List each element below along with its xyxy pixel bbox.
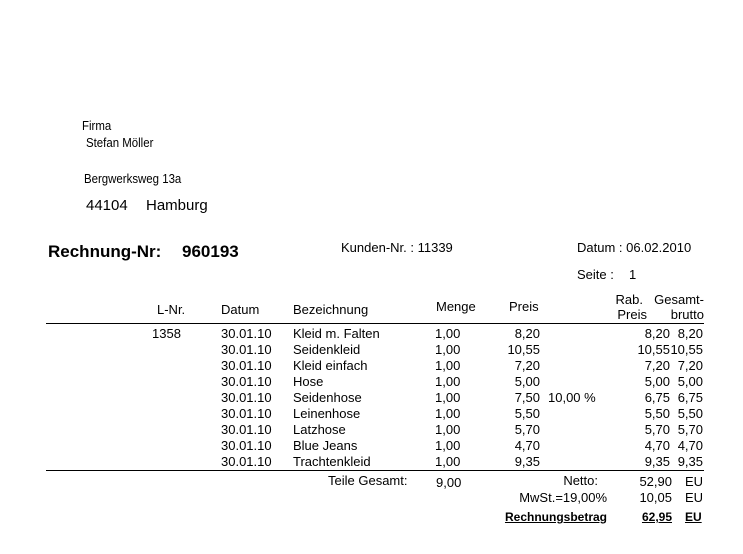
- table-row: [0, 342, 743, 358]
- cell-menge: 1,00: [435, 438, 461, 453]
- cell-lnr: 1358: [152, 326, 181, 341]
- cell-datum: 30.01.10: [221, 342, 272, 357]
- cell-preis: 4,70: [514, 438, 540, 453]
- cell-datum: 30.01.10: [221, 326, 272, 341]
- cell-menge: 1,00: [435, 358, 461, 373]
- table-row: [0, 438, 743, 454]
- cell-preis: 10,55: [507, 342, 540, 357]
- header-rab-bottom: Preis: [617, 307, 647, 322]
- cell-bezeichnung: Kleid m. Falten: [293, 326, 380, 341]
- cell-bezeichnung: Hose: [293, 374, 324, 389]
- header-rab-top: Rab.: [615, 292, 643, 307]
- rechnungsbetrag-value: 62,95: [641, 510, 672, 524]
- items-rule: [46, 470, 704, 471]
- mwst-currency: EU: [685, 490, 704, 505]
- cell-datum: 30.01.10: [221, 406, 272, 421]
- invoice-label: Rechnung-Nr:: [48, 242, 162, 261]
- invoice-number: 960193: [182, 242, 239, 261]
- cell-datum: 30.01.10: [221, 438, 272, 453]
- cell-preis: 5,50: [514, 406, 540, 421]
- address-line1: Firma: [82, 118, 112, 133]
- cell-rabpreis: 4,70: [644, 438, 670, 453]
- cell-menge: 1,00: [435, 454, 461, 469]
- cell-menge: 1,00: [435, 390, 461, 405]
- header-datum: Datum: [221, 302, 260, 317]
- address-city: Hamburg: [146, 197, 208, 214]
- customer-number: Kunden-Nr. : 11339: [341, 240, 453, 255]
- table-row: [0, 390, 743, 406]
- cell-rabpreis: 5,70: [644, 422, 670, 437]
- table-row: [0, 358, 743, 374]
- header-gesamt-top: Gesamt-: [654, 292, 704, 307]
- cell-menge: 1,00: [435, 342, 461, 357]
- cell-preis: 8,20: [514, 326, 540, 341]
- cell-brutto: 5,00: [677, 374, 703, 389]
- cell-rabpreis: 6,75: [644, 390, 670, 405]
- teile-gesamt-value: 9,00: [436, 475, 462, 490]
- cell-brutto: 7,20: [677, 358, 703, 373]
- cell-menge: 1,00: [435, 374, 461, 389]
- cell-rabpreis: 5,50: [644, 406, 670, 421]
- invoice-date: Datum : 06.02.2010: [577, 240, 692, 255]
- page-number: 1: [629, 267, 637, 282]
- cell-menge: 1,00: [435, 406, 461, 421]
- teile-gesamt-label: Teile Gesamt:: [328, 473, 408, 488]
- netto-currency: EU: [685, 474, 704, 489]
- table-row: [0, 454, 743, 470]
- cell-preis: 9,35: [514, 454, 540, 469]
- cell-datum: 30.01.10: [221, 374, 272, 389]
- header-menge: Menge: [436, 299, 476, 314]
- table-row: [0, 326, 743, 342]
- cell-brutto: 10,55: [670, 342, 703, 357]
- cell-rabpreis: 7,20: [644, 358, 670, 373]
- cell-rabpreis: 9,35: [644, 454, 670, 469]
- cell-bezeichnung: Blue Jeans: [293, 438, 358, 453]
- cell-menge: 1,00: [435, 326, 461, 341]
- header-preis: Preis: [509, 299, 539, 314]
- netto-value: 52,90: [639, 474, 672, 489]
- cell-rabpreis: 5,00: [644, 374, 670, 389]
- rechnungsbetrag-label: Rechnungsbetrag: [504, 510, 607, 524]
- cell-bezeichnung: Kleid einfach: [293, 358, 368, 373]
- cell-bezeichnung: Seidenhose: [293, 390, 362, 405]
- cell-datum: 30.01.10: [221, 422, 272, 437]
- cell-brutto: 6,75: [677, 390, 703, 405]
- cell-bezeichnung: Leinenhose: [293, 406, 361, 421]
- header-bezeichnung: Bezeichnung: [293, 302, 369, 317]
- cell-rabpreis: 8,20: [644, 326, 670, 341]
- cell-brutto: 8,20: [677, 326, 703, 341]
- cell-datum: 30.01.10: [221, 454, 272, 469]
- header-rule: [46, 323, 704, 324]
- cell-menge: 1,00: [435, 422, 461, 437]
- address-line2: Stefan Möller: [86, 135, 154, 150]
- cell-rabpreis: 10,55: [637, 342, 670, 357]
- header-lnr: L-Nr.: [157, 302, 186, 317]
- cell-preis: 7,20: [514, 358, 540, 373]
- mwst-value: 10,05: [639, 490, 672, 505]
- address-street: Bergwerksweg 13a: [84, 171, 182, 186]
- cell-bezeichnung: Trachtenkleid: [293, 454, 371, 469]
- cell-preis: 7,50: [514, 390, 540, 405]
- netto-label: Netto:: [563, 473, 598, 488]
- rechnungsbetrag-currency: EU: [685, 510, 702, 524]
- cell-brutto: 9,35: [677, 454, 703, 469]
- cell-preis: 5,70: [514, 422, 540, 437]
- table-row: [0, 422, 743, 438]
- cell-preis: 5,00: [514, 374, 540, 389]
- cell-bezeichnung: Seidenkleid: [293, 342, 361, 357]
- table-row: [0, 406, 743, 422]
- header-gesamt-bottom: brutto: [670, 307, 704, 322]
- table-row: [0, 374, 743, 390]
- page-label: Seite :: [577, 267, 614, 282]
- cell-datum: 30.01.10: [221, 358, 272, 373]
- cell-bezeichnung: Latzhose: [293, 422, 346, 437]
- cell-rabatt: 10,00 %: [548, 390, 596, 405]
- mwst-label: MwSt.=19,00%: [519, 490, 607, 505]
- cell-datum: 30.01.10: [221, 390, 272, 405]
- cell-brutto: 5,50: [677, 406, 703, 421]
- cell-brutto: 4,70: [677, 438, 703, 453]
- cell-brutto: 5,70: [677, 422, 703, 437]
- address-zip: 44104: [86, 197, 128, 214]
